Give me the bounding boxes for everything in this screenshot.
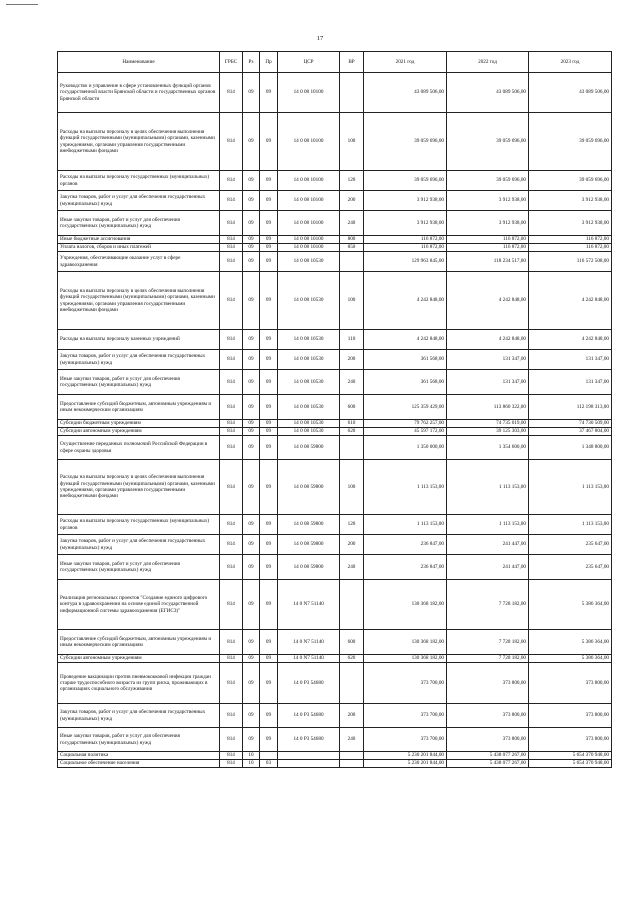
cell-y2021: 4 242 848,00 (364, 272, 447, 330)
cell-y2023: 131 347,00 (529, 350, 612, 370)
cell-pr: 09 (260, 191, 278, 211)
cell-y2021: 361 568,00 (364, 350, 447, 370)
cell-name: Социальное обеспечение населения (58, 760, 220, 768)
cell-name: Иные закупки товаров, работ и услуг для обеспечения государственных (муниципальных) нужд (58, 370, 220, 395)
header-grbs: ГРБС (220, 52, 243, 73)
cell-name: Предоставление субсидий бюджетным, автономным учреждениям и иным некоммерческим организациям (58, 395, 220, 420)
cell-y2022: 116 872,00 (447, 236, 529, 244)
cell-y2023: 37 467 804,00 (529, 428, 612, 436)
cell-csr: 14 0 08 59800 (278, 460, 340, 515)
cell-name: Уплата налогов, сборов и иных платежей (58, 244, 220, 252)
cell-name: Расходы на выплаты персоналу в целях обеспечения выполнения функций государственными (муниципальными) органами, казенными учреждениями, органами управления государственными внебюджетными фондами (58, 460, 220, 515)
cell-y2022: 373 800,00 (447, 704, 529, 728)
cell-y2022: 39 125 303,00 (447, 428, 529, 436)
cell-csr: 14 0 08 10530 (278, 420, 340, 428)
cell-csr: 14 0 08 10100 (278, 211, 340, 236)
cell-y2021: 130 368 182,00 (364, 655, 447, 663)
cell-vr: 600 (340, 395, 364, 420)
header-2021: 2021 год (364, 52, 447, 73)
cell-csr: 14 0 08 59800 (278, 555, 340, 580)
cell-y2021: 4 242 848,00 (364, 330, 447, 350)
cell-y2021: 373 700,00 (364, 728, 447, 752)
cell-csr: 14 0 08 59800 (278, 535, 340, 555)
cell-grbs: 814 (220, 428, 243, 436)
table-row (58, 113, 612, 171)
cell-rz: 09 (243, 630, 260, 655)
cell-csr: 14 0 N7 51140 (278, 580, 340, 630)
cell-vr: 100 (340, 460, 364, 515)
table-row (58, 420, 612, 428)
cell-y2021: 5 230 201 844,00 (364, 760, 447, 768)
cell-name: Расходы на выплаты персоналу государственных (муниципальных) органов (58, 515, 220, 535)
cell-y2022: 118 234 517,00 (447, 252, 529, 272)
cell-grbs: 814 (220, 73, 243, 113)
cell-name: Предоставление субсидий бюджетным, автономным учреждениям и иным некоммерческим организациям (58, 630, 220, 655)
cell-grbs: 814 (220, 350, 243, 370)
cell-pr: 09 (260, 515, 278, 535)
cell-vr: 100 (340, 272, 364, 330)
cell-pr: 09 (260, 535, 278, 555)
cell-y2022: 241 447,00 (447, 535, 529, 555)
cell-vr: 240 (340, 211, 364, 236)
cell-y2022: 7 728 182,00 (447, 630, 529, 655)
cell-pr: 09 (260, 728, 278, 752)
cell-y2022: 131 347,00 (447, 370, 529, 395)
cell-y2023: 5 386 364,00 (529, 580, 612, 630)
cell-y2023: 1 348 800,00 (529, 436, 612, 460)
cell-y2021: 1 113 153,00 (364, 460, 447, 515)
cell-rz: 09 (243, 252, 260, 272)
cell-csr (278, 752, 340, 760)
table-row (58, 211, 612, 236)
cell-vr: 800 (340, 236, 364, 244)
cell-name: Проведение вакцинации против пневмококковой инфекции граждан старше трудоспособного возраста из групп риска, проживающих в организациях социального обслуживания (58, 663, 220, 704)
cell-csr: 14 0 N7 51140 (278, 655, 340, 663)
cell-pr: 09 (260, 555, 278, 580)
cell-y2023: 39 059 696,00 (529, 171, 612, 191)
cell-vr: 850 (340, 244, 364, 252)
cell-y2022: 4 242 848,00 (447, 272, 529, 330)
cell-rz: 09 (243, 428, 260, 436)
cell-y2021: 116 872,00 (364, 244, 447, 252)
cell-vr: 620 (340, 655, 364, 663)
cell-y2023: 116 572 508,00 (529, 252, 612, 272)
table-row (58, 555, 612, 580)
table-row (58, 236, 612, 244)
cell-rz: 09 (243, 350, 260, 370)
budget-table (57, 51, 612, 768)
table-row (58, 436, 612, 460)
cell-y2022: 3 912 938,00 (447, 211, 529, 236)
table-row (58, 655, 612, 663)
cell-vr (340, 436, 364, 460)
cell-rz: 09 (243, 370, 260, 395)
cell-name: Осуществление переданных полномочий Российской Федерации в сфере охраны здоровья (58, 436, 220, 460)
cell-y2023: 3 912 938,00 (529, 191, 612, 211)
cell-y2022: 39 059 696,00 (447, 171, 529, 191)
cell-grbs: 814 (220, 244, 243, 252)
cell-rz: 09 (243, 236, 260, 244)
cell-pr: 09 (260, 630, 278, 655)
cell-y2023: 4 242 848,00 (529, 330, 612, 350)
cell-rz: 09 (243, 330, 260, 350)
cell-y2022: 43 089 506,00 (447, 73, 529, 113)
cell-pr: 09 (260, 236, 278, 244)
cell-grbs: 814 (220, 211, 243, 236)
cell-y2023: 3 912 938,00 (529, 211, 612, 236)
cell-name: Иные бюджетные ассигнования (58, 236, 220, 244)
cell-grbs: 814 (220, 395, 243, 420)
cell-y2021: 39 059 696,00 (364, 113, 447, 171)
cell-y2023: 116 872,00 (529, 236, 612, 244)
cell-y2022: 373 800,00 (447, 728, 529, 752)
cell-csr: 14 0 08 10100 (278, 191, 340, 211)
cell-pr: 09 (260, 252, 278, 272)
cell-vr: 600 (340, 630, 364, 655)
cell-rz: 09 (243, 436, 260, 460)
cell-name: Расходы на выплаты персоналу казенных учреждений (58, 330, 220, 350)
table-row (58, 191, 612, 211)
cell-y2022: 1 113 153,00 (447, 515, 529, 535)
cell-csr: 14 0 08 10100 (278, 236, 340, 244)
cell-y2022: 74 735 019,00 (447, 420, 529, 428)
cell-y2021: 1 113 153,00 (364, 515, 447, 535)
cell-name: Субсидии автономным учреждениям (58, 428, 220, 436)
cell-pr: 09 (260, 113, 278, 171)
cell-grbs: 814 (220, 460, 243, 515)
cell-vr: 110 (340, 330, 364, 350)
table-row (58, 252, 612, 272)
cell-csr: 14 0 08 10530 (278, 252, 340, 272)
cell-pr: 09 (260, 420, 278, 428)
cell-name: Субсидии бюджетным учреждениям (58, 420, 220, 428)
cell-grbs: 814 (220, 171, 243, 191)
cell-y2022: 1 113 153,00 (447, 460, 529, 515)
table-row (58, 330, 612, 350)
cell-grbs: 814 (220, 272, 243, 330)
header-2022: 2022 год (447, 52, 529, 73)
cell-vr: 240 (340, 370, 364, 395)
cell-grbs: 814 (220, 580, 243, 630)
cell-grbs: 814 (220, 113, 243, 171)
cell-rz: 10 (243, 760, 260, 768)
cell-y2021: 130 368 182,00 (364, 630, 447, 655)
cell-y2022: 4 242 848,00 (447, 330, 529, 350)
header-name: Наименование (58, 52, 220, 73)
cell-name: Закупка товаров, работ и услуг для обеспечения государственных (муниципальных) нужд (58, 704, 220, 728)
table-row (58, 350, 612, 370)
cell-rz: 09 (243, 244, 260, 252)
header-vr: ВР (340, 52, 364, 73)
cell-pr (260, 752, 278, 760)
cell-rz: 09 (243, 555, 260, 580)
cell-rz: 09 (243, 113, 260, 171)
cell-rz: 09 (243, 655, 260, 663)
table-row (58, 73, 612, 113)
cell-name: Реализация региональных проектов "Создание единого цифрового контура в здравоохранении на основе единой государственной информационной системы здравоохранения (ЕГИСЗ)" (58, 580, 220, 630)
cell-vr: 120 (340, 515, 364, 535)
cell-grbs: 814 (220, 236, 243, 244)
table-row (58, 752, 612, 760)
cell-grbs: 814 (220, 436, 243, 460)
cell-csr: 14 0 08 10530 (278, 330, 340, 350)
cell-y2021: 3 912 938,00 (364, 191, 447, 211)
table-row (58, 535, 612, 555)
cell-y2022: 113 860 322,00 (447, 395, 529, 420)
cell-y2023: 1 113 153,00 (529, 515, 612, 535)
table-row (58, 515, 612, 535)
cell-y2021: 45 597 172,00 (364, 428, 447, 436)
cell-y2022: 7 728 182,00 (447, 655, 529, 663)
header-2023: 2023 год (529, 52, 612, 73)
cell-y2021: 5 230 201 844,00 (364, 752, 447, 760)
cell-csr: 14 0 08 10530 (278, 370, 340, 395)
cell-csr: 14 0 N7 51140 (278, 630, 340, 655)
cell-y2022: 373 800,00 (447, 663, 529, 704)
cell-name: Расходы на выплаты персоналу государственных (муниципальных) органов (58, 171, 220, 191)
cell-vr (340, 760, 364, 768)
cell-grbs: 814 (220, 704, 243, 728)
cell-y2021: 373 700,00 (364, 704, 447, 728)
cell-csr: 14 0 08 10100 (278, 171, 340, 191)
scan-edge-line (6, 4, 38, 5)
cell-pr: 09 (260, 460, 278, 515)
cell-name: Иные закупки товаров, работ и услуг для обеспечения государственных (муниципальных) нужд (58, 728, 220, 752)
cell-rz: 09 (243, 171, 260, 191)
cell-y2021: 361 568,00 (364, 370, 447, 395)
cell-pr: 09 (260, 211, 278, 236)
cell-csr: 14 0 08 10530 (278, 350, 340, 370)
cell-rz: 09 (243, 704, 260, 728)
cell-grbs: 814 (220, 515, 243, 535)
cell-grbs: 814 (220, 630, 243, 655)
cell-y2021: 125 359 429,00 (364, 395, 447, 420)
cell-rz: 09 (243, 272, 260, 330)
cell-y2022: 131 347,00 (447, 350, 529, 370)
cell-name: Иные закупки товаров, работ и услуг для обеспечения государственных (муниципальных) нужд (58, 555, 220, 580)
cell-vr: 240 (340, 555, 364, 580)
cell-vr (340, 663, 364, 704)
cell-y2023: 235 647,00 (529, 535, 612, 555)
cell-pr: 09 (260, 436, 278, 460)
table-row (58, 630, 612, 655)
cell-name: Закупка товаров, работ и услуг для обеспечения государственных (муниципальных) нужд (58, 191, 220, 211)
table-row (58, 460, 612, 515)
cell-rz: 09 (243, 211, 260, 236)
cell-csr: 14 0 P3 54680 (278, 728, 340, 752)
cell-y2023: 116 872,00 (529, 244, 612, 252)
cell-rz: 09 (243, 460, 260, 515)
cell-y2022: 241 447,00 (447, 555, 529, 580)
cell-rz: 09 (243, 515, 260, 535)
cell-vr: 610 (340, 420, 364, 428)
cell-grbs: 814 (220, 420, 243, 428)
cell-vr (340, 752, 364, 760)
cell-csr: 14 0 08 10100 (278, 244, 340, 252)
cell-y2021: 236 847,00 (364, 555, 447, 580)
cell-y2021: 39 059 696,00 (364, 171, 447, 191)
cell-y2023: 373 800,00 (529, 728, 612, 752)
cell-grbs: 814 (220, 728, 243, 752)
table-header-row (58, 52, 612, 73)
cell-y2023: 74 730 509,00 (529, 420, 612, 428)
cell-pr: 09 (260, 704, 278, 728)
cell-y2023: 4 242 848,00 (529, 272, 612, 330)
table-row (58, 704, 612, 728)
cell-rz: 09 (243, 663, 260, 704)
cell-pr: 09 (260, 395, 278, 420)
cell-y2023: 5 386 364,00 (529, 655, 612, 663)
cell-y2023: 1 113 153,00 (529, 460, 612, 515)
table-row (58, 171, 612, 191)
cell-vr: 240 (340, 728, 364, 752)
cell-name: Расходы на выплаты персоналу в целях обеспечения выполнения функций государственными (муниципальными) органами, казенными учреждениями, органами управления государственными внебюджетными фондами (58, 113, 220, 171)
cell-y2021: 373 700,00 (364, 663, 447, 704)
cell-y2021: 116 872,00 (364, 236, 447, 244)
cell-y2023: 39 059 696,00 (529, 113, 612, 171)
cell-vr: 200 (340, 191, 364, 211)
cell-pr: 09 (260, 73, 278, 113)
cell-y2023: 5 654 370 948,00 (529, 760, 612, 768)
cell-pr: 09 (260, 244, 278, 252)
cell-name: Руководство и управление в сфере установленных функций органов государственной власти Брянской области и государственных органов Брянской области (58, 73, 220, 113)
cell-rz: 09 (243, 395, 260, 420)
header-rz: Рз (243, 52, 260, 73)
cell-csr: 14 0 08 10100 (278, 73, 340, 113)
cell-name: Закупка товаров, работ и услуг для обеспечения государственных (муниципальных) нужд (58, 535, 220, 555)
table-row (58, 244, 612, 252)
cell-y2023: 131 347,00 (529, 370, 612, 395)
cell-grbs: 814 (220, 663, 243, 704)
cell-y2022: 5 438 077 267,00 (447, 752, 529, 760)
cell-grbs: 814 (220, 555, 243, 580)
table-row (58, 580, 612, 630)
cell-name: Субсидии автономным учреждениям (58, 655, 220, 663)
cell-csr: 14 0 08 10530 (278, 428, 340, 436)
cell-rz: 09 (243, 580, 260, 630)
cell-y2023: 43 089 506,00 (529, 73, 612, 113)
cell-y2023: 373 800,00 (529, 663, 612, 704)
table-body (58, 73, 612, 768)
cell-y2022: 3 912 938,00 (447, 191, 529, 211)
cell-name: Иные закупки товаров, работ и услуг для обеспечения государственных (муниципальных) нужд (58, 211, 220, 236)
cell-csr: 14 0 P3 54680 (278, 704, 340, 728)
table-row (58, 395, 612, 420)
cell-grbs: 814 (220, 370, 243, 395)
cell-pr: 09 (260, 428, 278, 436)
cell-grbs: 814 (220, 191, 243, 211)
cell-rz: 09 (243, 535, 260, 555)
cell-pr: 09 (260, 370, 278, 395)
header-csr: ЦСР (278, 52, 340, 73)
cell-pr: 09 (260, 272, 278, 330)
cell-vr: 200 (340, 704, 364, 728)
cell-y2023: 235 647,00 (529, 555, 612, 580)
cell-grbs: 814 (220, 252, 243, 272)
cell-y2021: 43 089 506,00 (364, 73, 447, 113)
cell-y2023: 112 198 313,00 (529, 395, 612, 420)
cell-y2021: 3 912 938,00 (364, 211, 447, 236)
cell-y2021: 79 762 257,00 (364, 420, 447, 428)
cell-pr: 09 (260, 655, 278, 663)
table-row (58, 728, 612, 752)
cell-pr: 09 (260, 171, 278, 191)
cell-csr: 14 0 08 10530 (278, 272, 340, 330)
cell-csr (278, 760, 340, 768)
cell-name: Социальная политика (58, 752, 220, 760)
table-row (58, 428, 612, 436)
cell-name: Закупка товаров, работ и услуг для обеспечения государственных (муниципальных) нужд (58, 350, 220, 370)
cell-pr: 09 (260, 330, 278, 350)
page-number: 17 (316, 35, 324, 42)
cell-csr: 14 0 08 59800 (278, 515, 340, 535)
table-row (58, 663, 612, 704)
cell-rz: 09 (243, 728, 260, 752)
cell-y2023: 373 800,00 (529, 704, 612, 728)
cell-name: Расходы на выплаты персоналу в целях обеспечения выполнения функций государственными (муниципальными) органами, казенными учреждениями, органами управления государственными внебюджетными фондами (58, 272, 220, 330)
cell-rz: 09 (243, 191, 260, 211)
cell-y2021: 1 350 000,00 (364, 436, 447, 460)
cell-pr: 09 (260, 580, 278, 630)
table-row (58, 272, 612, 330)
cell-rz: 09 (243, 420, 260, 428)
cell-y2021: 236 847,00 (364, 535, 447, 555)
cell-vr (340, 252, 364, 272)
cell-y2023: 5 386 364,00 (529, 630, 612, 655)
cell-csr: 14 0 P3 54680 (278, 663, 340, 704)
cell-vr: 120 (340, 171, 364, 191)
header-pr: Пр (260, 52, 278, 73)
cell-grbs: 814 (220, 535, 243, 555)
cell-vr (340, 73, 364, 113)
cell-vr: 200 (340, 350, 364, 370)
cell-grbs: 814 (220, 655, 243, 663)
cell-csr: 14 0 08 10530 (278, 395, 340, 420)
cell-csr: 14 0 08 59800 (278, 436, 340, 460)
cell-pr: 09 (260, 350, 278, 370)
cell-grbs: 814 (220, 330, 243, 350)
cell-vr (340, 580, 364, 630)
cell-grbs: 814 (220, 760, 243, 768)
cell-rz: 10 (243, 752, 260, 760)
cell-y2022: 1 354 600,00 (447, 436, 529, 460)
cell-grbs: 814 (220, 752, 243, 760)
cell-vr: 100 (340, 113, 364, 171)
cell-rz: 09 (243, 73, 260, 113)
cell-y2022: 7 728 182,00 (447, 580, 529, 630)
cell-vr: 620 (340, 428, 364, 436)
cell-y2022: 116 872,00 (447, 244, 529, 252)
cell-y2022: 39 059 696,00 (447, 113, 529, 171)
cell-pr: 03 (260, 760, 278, 768)
table-row (58, 370, 612, 395)
cell-csr: 14 0 08 10100 (278, 113, 340, 171)
cell-y2023: 5 654 370 948,00 (529, 752, 612, 760)
cell-y2021: 129 963 845,00 (364, 252, 447, 272)
cell-y2021: 130 368 182,00 (364, 580, 447, 630)
cell-pr: 09 (260, 663, 278, 704)
table-row (58, 760, 612, 768)
cell-vr: 200 (340, 535, 364, 555)
cell-name: Учреждения, обеспечивающие оказание услуг в сфере здравоохранения (58, 252, 220, 272)
cell-y2022: 5 438 077 267,00 (447, 760, 529, 768)
